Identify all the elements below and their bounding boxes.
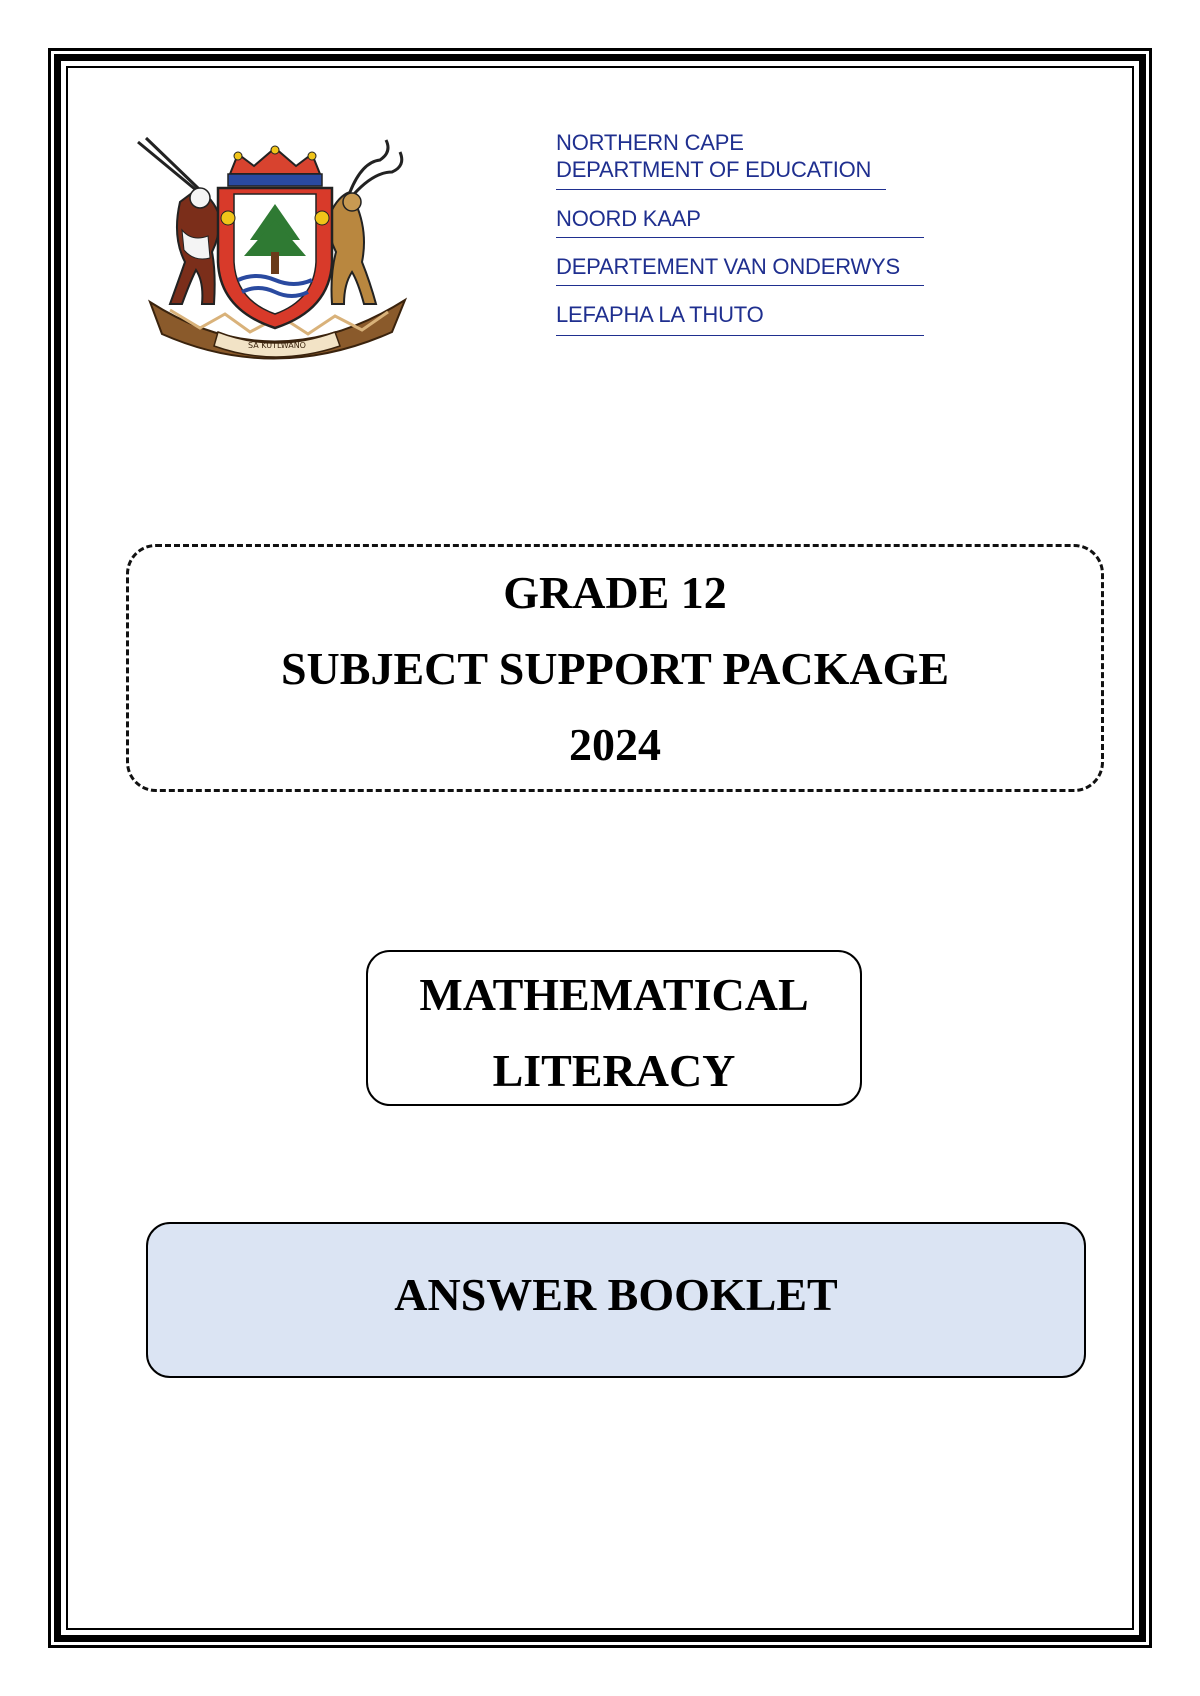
year-title: 2024 xyxy=(569,719,661,770)
dept-line-departement-van-onderwys: DEPARTEMENT VAN ONDERWYS xyxy=(556,254,900,279)
coat-of-arms-icon xyxy=(130,132,420,364)
package-title: SUBJECT SUPPORT PACKAGE xyxy=(280,643,950,694)
subject-line-1: MATHEMATICAL xyxy=(419,969,809,1020)
dept-divider xyxy=(556,285,924,286)
dept-divider xyxy=(556,237,924,238)
dept-line-lefapha-la-thuto: LEFAPHA LA THUTO xyxy=(556,302,764,327)
dept-line-noord-kaap: NOORD KAAP xyxy=(556,206,701,231)
answer-booklet-title: ANSWER BOOKLET xyxy=(394,1269,838,1320)
dept-line-department-of-education: DEPARTMENT OF EDUCATION xyxy=(556,157,872,182)
dept-line-northern-cape: NORTHERN CAPE xyxy=(556,130,744,155)
dept-divider xyxy=(556,335,924,336)
crest-motto: SA KUTLWANO xyxy=(248,341,306,350)
grade-title: GRADE 12 xyxy=(503,567,727,618)
subject-line-2: LITERACY xyxy=(492,1045,736,1096)
dept-divider xyxy=(556,189,886,190)
